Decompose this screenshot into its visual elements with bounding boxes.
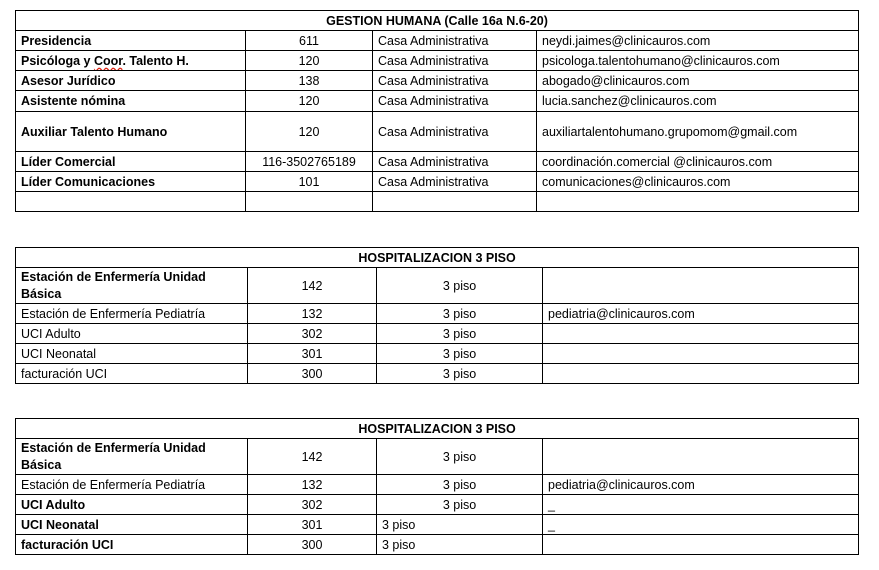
contact-name <box>16 51 246 71</box>
contact-name: UCI Neonatal <box>16 515 248 535</box>
hospitalizacion-table <box>15 247 859 384</box>
location: 3 piso <box>377 475 543 495</box>
location <box>373 192 537 212</box>
contact-name: UCI Adulto <box>16 495 248 515</box>
table-row <box>16 91 859 112</box>
contact-name: Estación de Enfermería Unidad Básica <box>16 268 248 304</box>
extension: 300 <box>248 364 377 384</box>
contact-name: Estación de Enfermería Pediatría <box>16 475 248 495</box>
location: Casa Administrativa <box>373 112 537 152</box>
contact-name <box>16 192 246 212</box>
location: Casa Administrativa <box>373 152 537 172</box>
email: auxiliartalentohumano.grupomom@gmail.com <box>537 112 859 152</box>
contact-name: UCI Adulto <box>16 324 248 344</box>
contact-name: Asesor Jurídico <box>16 71 246 91</box>
extension: 142 <box>248 439 377 475</box>
email: comunicaciones@clinicauros.com <box>537 172 859 192</box>
location: Casa Administrativa <box>373 31 537 51</box>
table-row <box>16 192 859 212</box>
table-row <box>16 31 859 51</box>
extension <box>246 192 373 212</box>
name-part: Psicóloga y <box>21 53 94 68</box>
email: psicologa.talentohumano@clinicauros.com <box>537 51 859 71</box>
extension: 142 <box>248 268 377 304</box>
table-row <box>16 475 859 495</box>
email: coordinación.comercial @clinicauros.com <box>537 152 859 172</box>
extension: 302 <box>248 324 377 344</box>
email <box>543 364 859 384</box>
contact-name: Estación de Enfermería Pediatría <box>16 304 248 324</box>
location: 3 piso <box>377 495 543 515</box>
extension: 138 <box>246 71 373 91</box>
extension: 300 <box>248 535 377 555</box>
email <box>543 268 859 304</box>
contact-name: Asistente nómina <box>16 91 246 112</box>
contact-name: facturación UCI <box>16 535 248 555</box>
location: 3 piso <box>377 324 543 344</box>
extension: 132 <box>248 304 377 324</box>
location: 3 piso <box>377 268 543 304</box>
location: Casa Administrativa <box>373 71 537 91</box>
table-row <box>16 495 859 515</box>
email <box>543 344 859 364</box>
email: pediatria@clinicauros.com <box>543 475 859 495</box>
extension: 120 <box>246 51 373 71</box>
extension: 120 <box>246 112 373 152</box>
contact-name: UCI Neonatal <box>16 344 248 364</box>
contact-name: Líder Comunicaciones <box>16 172 246 192</box>
table-row <box>16 439 859 475</box>
table-row <box>16 344 859 364</box>
location: Casa Administrativa <box>373 172 537 192</box>
table-title: GESTION HUMANA (Calle 16a N.6-20) <box>16 11 859 31</box>
email <box>543 439 859 475</box>
location: 3 piso <box>377 304 543 324</box>
extension: 132 <box>248 475 377 495</box>
table-row <box>16 515 859 535</box>
table-row <box>16 535 859 555</box>
hospitalizacion-table-2 <box>15 418 859 555</box>
table-row <box>16 51 859 71</box>
table-row <box>16 364 859 384</box>
contact-name: facturación UCI <box>16 364 248 384</box>
location: 3 piso <box>377 535 543 555</box>
table-row <box>16 268 859 304</box>
extension: 302 <box>248 495 377 515</box>
email: _ <box>543 495 859 515</box>
extension: 611 <box>246 31 373 51</box>
location: 3 piso <box>377 515 543 535</box>
gestion-humana-table <box>15 10 859 212</box>
location: 3 piso <box>377 364 543 384</box>
location: 3 piso <box>377 439 543 475</box>
name-part: . Talento H. <box>122 53 189 68</box>
extension: 301 <box>248 515 377 535</box>
email: _ <box>543 515 859 535</box>
table-row <box>16 152 859 172</box>
extension: 301 <box>248 344 377 364</box>
email <box>543 535 859 555</box>
email: abogado@clinicauros.com <box>537 71 859 91</box>
table-row <box>16 112 859 152</box>
table-title: HOSPITALIZACION 3 PISO <box>16 248 859 268</box>
email <box>537 192 859 212</box>
extension: 101 <box>246 172 373 192</box>
email: neydi.jaimes@clinicauros.com <box>537 31 859 51</box>
email: pediatria@clinicauros.com <box>543 304 859 324</box>
contact-name: Líder Comercial <box>16 152 246 172</box>
extension: 120 <box>246 91 373 112</box>
location: 3 piso <box>377 344 543 364</box>
table-row <box>16 324 859 344</box>
email: lucia.sanchez@clinicauros.com <box>537 91 859 112</box>
table-row <box>16 71 859 91</box>
contact-name: Estación de Enfermería Unidad Básica <box>16 439 248 475</box>
location: Casa Administrativa <box>373 51 537 71</box>
table-row <box>16 172 859 192</box>
spellcheck-flagged-word: Coor <box>93 53 123 68</box>
email <box>543 324 859 344</box>
contact-name: Presidencia <box>16 31 246 51</box>
location: Casa Administrativa <box>373 91 537 112</box>
extension: 116-3502765189 <box>246 152 373 172</box>
contact-name: Auxiliar Talento Humano <box>16 112 246 152</box>
table-title: HOSPITALIZACION 3 PISO <box>16 419 859 439</box>
table-row <box>16 304 859 324</box>
